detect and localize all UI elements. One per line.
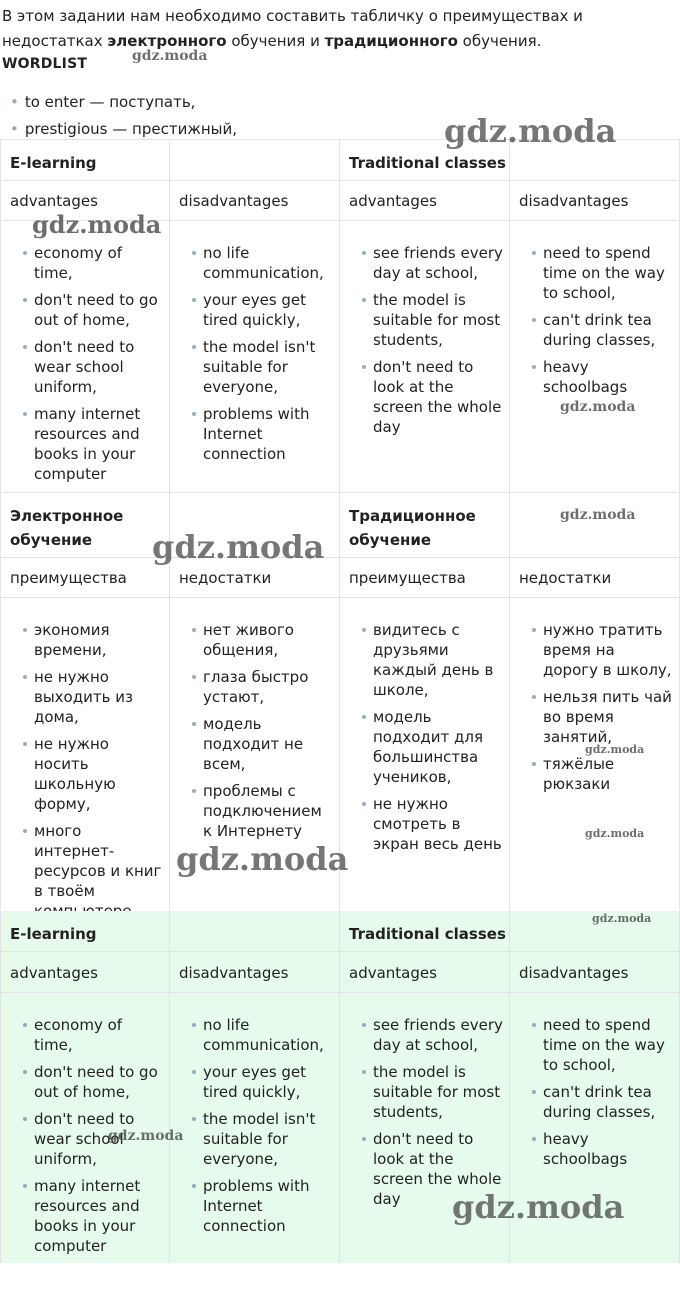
watermark: gdz.moda bbox=[585, 743, 645, 756]
list-item: heavy schoolbags bbox=[532, 357, 673, 397]
subheader-cell: advantages bbox=[340, 952, 510, 992]
header-cell: Traditional classes bbox=[340, 911, 510, 951]
list-item: heavy schoolbags bbox=[532, 1129, 673, 1169]
header-cell: Traditional classes bbox=[340, 140, 510, 180]
list-item: глаза быстро устают, bbox=[192, 667, 333, 707]
list-item: не нужно носить школьную форму, bbox=[23, 734, 163, 814]
list-item: модель подходит для большинства учеников, bbox=[362, 707, 503, 787]
subheader-cell: disadvantages bbox=[170, 952, 340, 992]
intro-text-2: обучения и bbox=[226, 32, 325, 50]
header-cell bbox=[170, 140, 340, 180]
list-item: see friends every day at school, bbox=[362, 1015, 503, 1055]
watermark: gdz.moda bbox=[132, 48, 208, 64]
intro-paragraph bbox=[2, 4, 678, 54]
watermark: gdz.moda bbox=[444, 112, 617, 150]
header-cell: E-learning bbox=[0, 140, 170, 180]
list-item: no life communication, bbox=[192, 243, 333, 283]
watermark: gdz.moda bbox=[560, 507, 636, 523]
list-item: экономия времени, bbox=[23, 620, 163, 660]
list-item: the model isn't suitable for everyone, bbox=[192, 1109, 333, 1169]
subheader-cell: advantages bbox=[0, 952, 170, 992]
wordlist-item: • prestigious — престижный, bbox=[10, 120, 238, 138]
subheader-cell: advantages bbox=[340, 180, 510, 220]
wordlist-title: WORDLIST bbox=[2, 56, 88, 72]
list-item: economy of time, bbox=[23, 1015, 163, 1055]
wordlist-item-text: to enter — поступать, bbox=[24, 93, 196, 111]
list-item: problems with Internet connection bbox=[192, 1176, 333, 1236]
list-item: your eyes get tired quickly, bbox=[192, 290, 333, 330]
table-body-row bbox=[0, 221, 680, 492]
subheader-cell: преимущества bbox=[0, 557, 170, 597]
list-item: don't need to go out of home, bbox=[23, 290, 163, 330]
list-item: economy of time, bbox=[23, 243, 163, 283]
wordlist-item: • to enter — поступать, bbox=[10, 93, 196, 111]
list-item: don't need to go out of home, bbox=[23, 1062, 163, 1102]
list-item: the model is suitable for most students, bbox=[362, 1062, 503, 1122]
list-item: не нужно смотреть в экран весь день bbox=[362, 794, 503, 854]
body-cell bbox=[510, 221, 680, 492]
list-item: нет живого общения, bbox=[192, 620, 333, 660]
wordlist-item-text: prestigious — престижный, bbox=[24, 120, 238, 138]
table-subheader-row bbox=[0, 557, 680, 598]
list-item: don't need to look at the screen the whole day bbox=[362, 1129, 503, 1209]
list-item: don't need to wear school uniform, bbox=[23, 1109, 163, 1169]
list-item: many internet resources and books in your computer bbox=[23, 1176, 163, 1256]
header-cell: Электронное обучение bbox=[0, 493, 170, 557]
subheader-cell: disadvantages bbox=[510, 180, 680, 220]
body-cell bbox=[170, 221, 340, 492]
list-item: нужно тратить время на дорогу в школу, bbox=[532, 620, 673, 680]
body-cell bbox=[340, 598, 510, 910]
list-item: need to spend time on the way to school, bbox=[532, 1015, 673, 1075]
list-item: can't drink tea during classes, bbox=[532, 1082, 673, 1122]
list-item: need to spend time on the way to school, bbox=[532, 243, 673, 303]
list-item: модель подходит не всем, bbox=[192, 714, 333, 774]
list-item: your eyes get tired quickly, bbox=[192, 1062, 333, 1102]
list-item: видитесь с друзьями каждый день в школе, bbox=[362, 620, 503, 700]
body-cell bbox=[170, 993, 340, 1263]
list-item: no life communication, bbox=[192, 1015, 333, 1055]
list-item: can't drink tea during classes, bbox=[532, 310, 673, 350]
intro-bold-1: электронного bbox=[107, 32, 227, 50]
header-cell bbox=[170, 911, 340, 951]
list-item: many internet resources and books in your computer bbox=[23, 404, 163, 484]
list-item: проблемы с подключением к Интернету bbox=[192, 781, 333, 841]
header-cell: E-learning bbox=[0, 911, 170, 951]
watermark: gdz.moda bbox=[32, 210, 162, 239]
subheader-cell: advantages bbox=[0, 180, 170, 220]
body-cell bbox=[340, 221, 510, 492]
subheader-cell: недостатки bbox=[170, 557, 340, 597]
watermark: gdz.moda bbox=[176, 840, 349, 878]
list-item: нельзя пить чай во время занятий, bbox=[532, 687, 673, 747]
watermark: gdz.moda bbox=[560, 399, 636, 415]
table-subheader-row bbox=[0, 952, 680, 993]
watermark: gdz.moda bbox=[452, 1188, 625, 1226]
list-item: see friends every day at school, bbox=[362, 243, 503, 283]
watermark: gdz.moda bbox=[108, 1128, 184, 1144]
list-item: не нужно выходить из дома, bbox=[23, 667, 163, 727]
watermark: gdz.moda bbox=[592, 912, 652, 925]
watermark: gdz.moda bbox=[152, 528, 325, 566]
list-item: много интернет-ресурсов и книг в твоём bbox=[23, 821, 163, 921]
subheader-cell: disadvantages bbox=[170, 180, 340, 220]
list-item: don't need to look at the screen the whole day bbox=[362, 357, 503, 437]
table-header-row bbox=[0, 911, 680, 952]
list-item: problems with Internet connection bbox=[192, 404, 333, 464]
subheader-cell: недостатки bbox=[510, 557, 680, 597]
body-cell bbox=[0, 598, 170, 910]
intro-text-1: В этом задании нам необходимо составить табличку о преимуществах и недостатках bbox=[2, 7, 583, 50]
watermark: gdz.moda bbox=[585, 827, 645, 840]
list-item: тяжёлые рюкзаки bbox=[532, 754, 673, 794]
subheader-cell: преимущества bbox=[340, 557, 510, 597]
list-item: the model isn't suitable for everyone, bbox=[192, 337, 333, 397]
header-cell: Традиционное обучение bbox=[340, 493, 510, 557]
subheader-cell: disadvantages bbox=[510, 952, 680, 992]
header-cell bbox=[510, 493, 680, 557]
table-header-row bbox=[0, 492, 680, 558]
list-item: don't need to wear school uniform, bbox=[23, 337, 163, 397]
intro-bold-2: традиционного bbox=[324, 32, 458, 50]
intro-text-3: обучения. bbox=[457, 32, 542, 50]
body-cell bbox=[0, 221, 170, 492]
list-item: the model is suitable for most students, bbox=[362, 290, 503, 350]
